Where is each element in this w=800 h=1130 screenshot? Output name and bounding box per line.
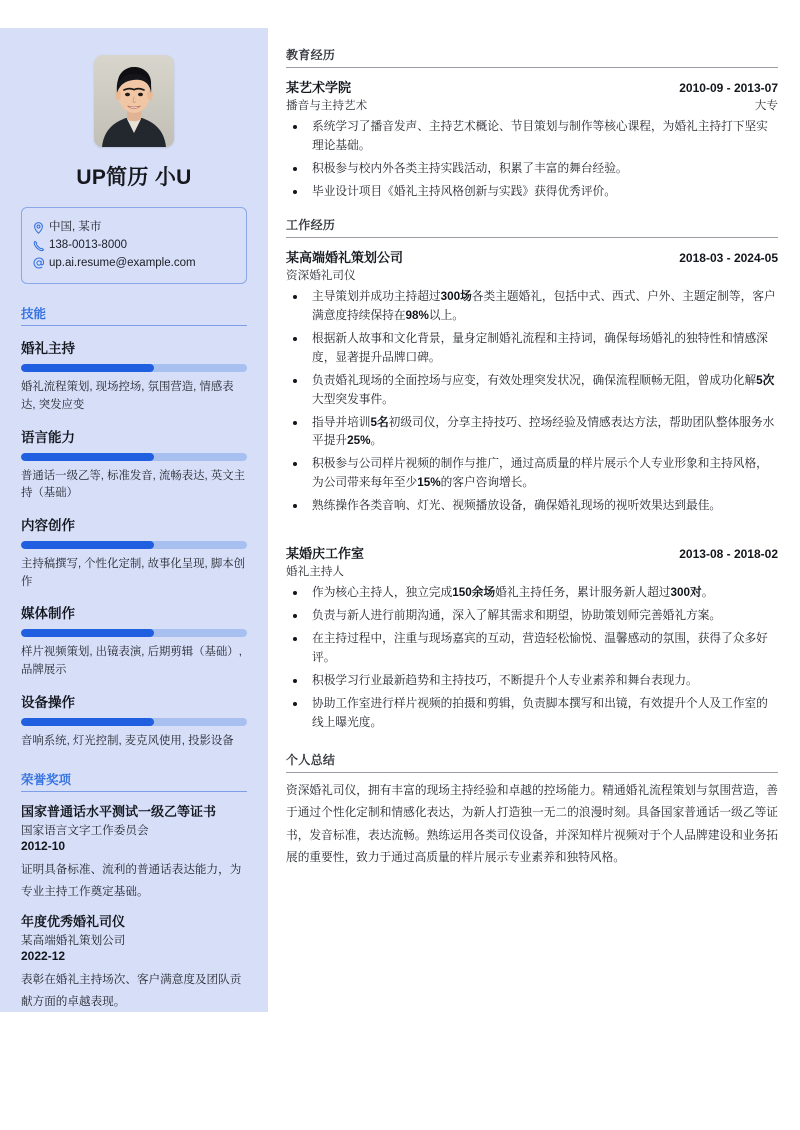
- contact-location-text: 中国, 某市: [49, 221, 102, 233]
- bullet-item: 协助工作室进行样片视频的拍摄和剪辑，负责脚本撰写和出镜，有效提升个人及工作室的线上曝光度。: [286, 695, 778, 733]
- skill-item: [21, 337, 247, 414]
- section-personal-summary: [286, 751, 778, 870]
- skill-name: 婚礼主持: [21, 341, 75, 357]
- skill-progress-track: [21, 718, 247, 726]
- bullet-item: 根据新人故事和文化背景，量身定制婚礼流程和主持词，确保每场婚礼的独特性和情感深度，显著提升品牌口碑。: [286, 330, 778, 368]
- work-company: 某婚庆工作室: [286, 546, 365, 562]
- bullet-item: 熟练操作各类音响、灯光、视频播放设备，确保婚礼现场的视听效果达到最佳。: [286, 497, 778, 516]
- skill-description: 音响系统, 灯光控制, 麦克风使用, 投影设备: [21, 734, 234, 747]
- work-entry-subheader: [286, 563, 778, 579]
- skill-item: [21, 514, 247, 591]
- award-organization: 国家语言文字工作委员会: [21, 824, 149, 838]
- award-description: 表彰在婚礼主持场次、客户满意度及团队贡献方面的卓越表现。: [21, 973, 242, 1008]
- main-content: [268, 28, 800, 1012]
- skill-progress-fill: [21, 718, 154, 726]
- contact-phone: [33, 239, 235, 253]
- contact-phone-text: 138-0013-8000: [49, 238, 128, 251]
- work-entry-subheader: [286, 267, 778, 283]
- work-entry: [286, 247, 778, 516]
- award-date: 2012-10: [21, 839, 66, 854]
- award-date: 2022-12: [21, 949, 66, 964]
- avatar: [94, 55, 174, 147]
- education-entry: [286, 77, 778, 202]
- avatar-container: [0, 28, 268, 147]
- education-school: 某艺术学院: [286, 80, 352, 95]
- skill-name: 内容创作: [21, 518, 75, 534]
- person-name: UP简历 小U: [76, 166, 192, 189]
- skill-description: 主持稿撰写, 个性化定制, 故事化呈现, 脚本创作: [21, 558, 246, 588]
- work-role: 资深婚礼司仪: [286, 268, 356, 282]
- bullet-item: 毕业设计项目《婚礼主持风格创新与实践》获得优秀评价。: [286, 183, 778, 202]
- work-date: 2018-03 - 2024-05: [679, 250, 778, 265]
- sidebar-section-title-skills: 技能: [21, 304, 247, 326]
- section-education: [286, 46, 778, 202]
- skill-description: 婚礼流程策划, 现场控场, 氛围营造, 情感表达, 突发应变: [21, 381, 234, 412]
- work-bullet-list: [286, 288, 778, 516]
- section-work-experience: [286, 216, 778, 733]
- education-entry-header: [286, 77, 778, 96]
- education-entry-subheader: [286, 97, 778, 113]
- work-bullet-list: [286, 584, 778, 733]
- bullet-item: 负责婚礼现场的全面控场与应变，有效处理突发状况，确保流程顺畅无阻，曾成功化解5次大型突发事件。: [286, 372, 778, 410]
- education-date: 2010-09 - 2013-07: [679, 81, 778, 95]
- contact-email: [33, 257, 235, 271]
- skill-description: 样片视频策划, 出镜表演, 后期剪辑（基础）, 品牌展示: [21, 646, 242, 677]
- skill-item: [21, 691, 247, 751]
- contact-email-text: up.ai.resume@example.com: [49, 256, 196, 269]
- award-title: 国家普通话水平测试一级乙等证书: [21, 804, 217, 820]
- skill-progress-fill: [21, 629, 154, 637]
- skill-item: [21, 426, 247, 503]
- section-title-summary: 个人总结: [286, 751, 778, 773]
- work-role: 婚礼主持人: [286, 565, 344, 579]
- work-date: 2013-08 - 2018-02: [679, 547, 778, 562]
- bullet-item: 指导并培训5名初级司仪，分享主持技巧、控场经验及情感表达方法，帮助团队整体服务水平提升25%。: [286, 414, 778, 452]
- sidebar: [0, 28, 268, 1012]
- skill-progress-track: [21, 364, 247, 372]
- email-at-icon: [33, 257, 49, 269]
- skill-progress-fill: [21, 541, 154, 549]
- work-entry-header: [286, 247, 778, 266]
- education-degree: 大专: [754, 99, 778, 112]
- phone-icon: [33, 240, 49, 252]
- skill-item: [21, 602, 247, 679]
- skill-name: 设备操作: [21, 694, 75, 710]
- bullet-item: 在主持过程中，注重与现场嘉宾的互动，营造轻松愉悦、温馨感动的氛围，获得了众多好评。: [286, 630, 778, 668]
- work-company: 某高端婚礼策划公司: [286, 249, 404, 265]
- section-title-education: 教育经历: [286, 46, 778, 68]
- bullet-item: 主导策划并成功主持超过300场各类主题婚礼，包括中式、西式、户外、主题定制等，客户满意度持续保持在98%以上。: [286, 288, 778, 326]
- skill-description: 普通话一级乙等, 标准发音, 流畅表达, 英文主持（基础）: [21, 469, 246, 500]
- bullet-item: 作为核心主持人，独立完成150余场婚礼主持任务，累计服务新人超过300对。: [286, 584, 778, 603]
- bullet-item: 负责与新人进行前期沟通，深入了解其需求和期望，协助策划师完善婚礼方案。: [286, 607, 778, 626]
- work-entry-header: [286, 543, 778, 562]
- education-major: 播音与主持艺术: [286, 99, 368, 112]
- section-title-work: 工作经历: [286, 216, 778, 238]
- award-item: [21, 804, 247, 902]
- skill-progress-track: [21, 453, 247, 461]
- award-title: 年度优秀婚礼司仪: [21, 914, 126, 930]
- contact-location: [33, 221, 235, 235]
- bullet-item: 系统学习了播音发声、主持艺术概论、节目策划与制作等核心课程，为婚礼主持打下坚实理论基础。: [286, 118, 778, 156]
- skill-progress-fill: [21, 453, 154, 461]
- education-bullet-list: [286, 118, 778, 202]
- skill-name: 媒体制作: [21, 606, 75, 622]
- award-item: [21, 914, 247, 1012]
- skill-progress-fill: [21, 364, 154, 372]
- resume-sheet: [0, 28, 800, 1012]
- bullet-item: 积极学习行业最新趋势和主持技巧，不断提升个人专业素养和舞台表现力。: [286, 672, 778, 691]
- skill-progress-track: [21, 541, 247, 549]
- bullet-item: 积极参与公司样片视频的制作与推广，通过高质量的样片展示个人专业形象和主持风格，为公司带来每年至少15%的客户咨询增长。: [286, 455, 778, 493]
- summary-paragraph: 资深婚礼司仪，拥有丰富的现场主持经验和卓越的控场能力。精通婚礼流程策划与氛围营造，善于通过个性化定制和情感化表达，为新人打造独一无二的浪漫时刻。具备国家普通话一级乙等证书，发音标准，表达流畅。熟练运用各类司仪设备，并深知样片视频对于个人品牌建设和业务拓展的重要性，致力于通过高质量的样片展示专业素养和独特风格。: [286, 783, 778, 865]
- location-pin-icon: [33, 222, 49, 234]
- skill-name: 语言能力: [21, 429, 75, 445]
- bullet-item: 积极参与校内外各类主持实践活动，积累了丰富的舞台经验。: [286, 160, 778, 179]
- contact-info-box: [21, 207, 247, 284]
- sidebar-section-title-awards: 荣誉奖项: [21, 770, 247, 792]
- award-description: 证明具备标准、流利的普通话表达能力，为专业主持工作奠定基础。: [21, 863, 242, 898]
- award-organization: 某高端婚礼策划公司: [21, 934, 126, 948]
- work-entry: [286, 543, 778, 733]
- skill-progress-track: [21, 629, 247, 637]
